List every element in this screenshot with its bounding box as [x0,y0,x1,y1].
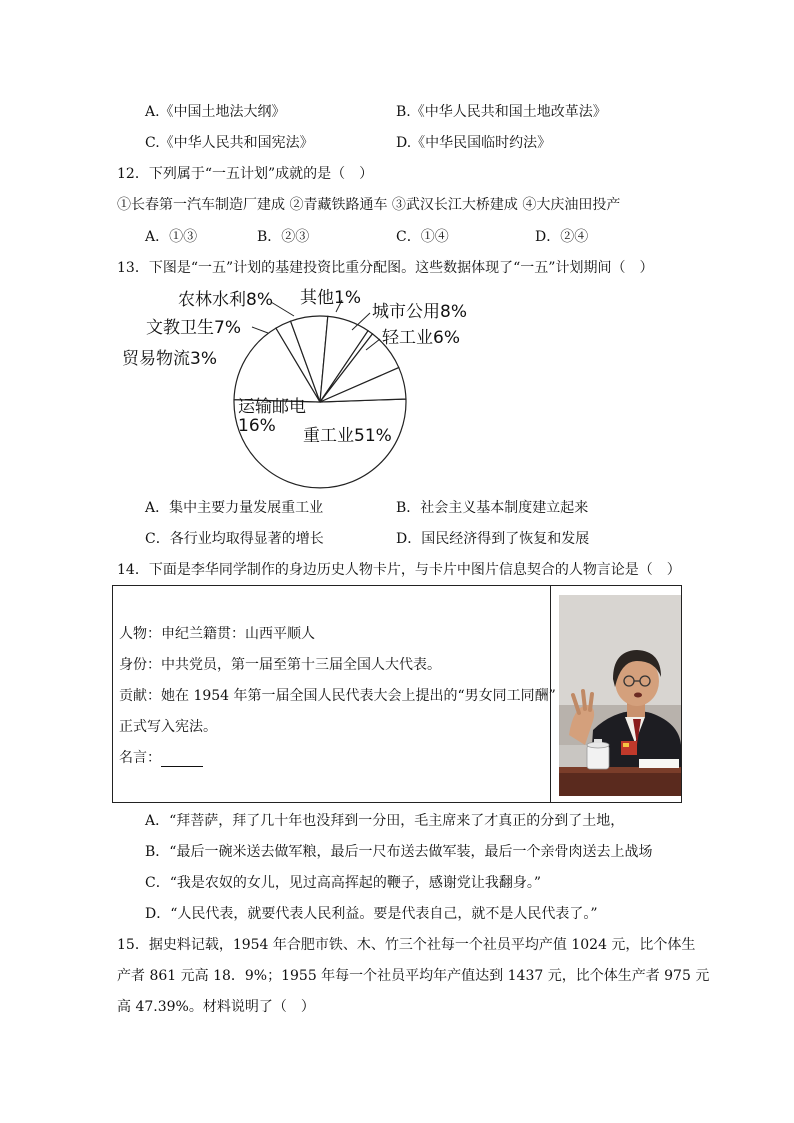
label-light: 轻工业6% [382,328,460,348]
q14-stem: 14．下面是李华同学制作的身边历史人物卡片，与卡片中图片信息契合的人物言论是（ ） [117,562,681,578]
q14-option-b: B．“最后一碗米送去做军粮，最后一尺布送去做军装，最后一个亲骨肉送去上战场 [145,844,653,860]
q13-stem: 13．下图是“一五”计划的基建投资比重分配图。这些数据体现了“一五”计划期间（ ） [117,260,654,276]
label-urban: 城市公用8% [372,302,467,322]
q15-line2: 产者 861 元高 18．9%；1955 年每一个社员平均年产值达到 1437 元，比个体生产者 975 元 [117,968,710,984]
label-heavy: 重工业51% [303,426,392,446]
label-trade: 贸易物流3% [122,349,217,369]
q11-option-a: A.《中国土地法大纲》 [145,104,286,120]
q11-option-c: C.《中华人民共和国宪法》 [145,135,314,151]
q12-items: ①长春第一汽车制造厂建成 ②青藏铁路通车 ③武汉长江大桥建成 ④大庆油田投产 [117,197,621,213]
speaker-photo [559,595,681,796]
q14-option-a: A．“拜菩萨，拜了几十年也没拜到一分田，毛主席来了才真正的分到了土地， [145,813,625,829]
q14-option-d: D．“人民代表，就要代表人民利益。要是代表自己，就不是人民代表了。” [145,906,598,922]
investment-pie-chart [110,282,490,492]
q12-option-a: A．①③ [145,229,198,245]
card-contribution-line1: 贡献：她在 1954 年第一届全国人民代表大会上提出的“男女同工同酬” [119,688,556,704]
q13-option-a: A．集中主要力量发展重工业 [145,500,324,516]
q14-option-c: C．“我是农奴的女儿，见过高高挥起的鞭子，感谢党让我翻身。” [145,875,542,891]
card-quote-label: 名言： [119,750,161,766]
label-transport-1: 运输邮电 [238,397,306,417]
q12-option-d: D．②④ [535,229,589,245]
card-identity: 身份：中共党员，第一届至第十三届全国人大代表。 [119,657,441,673]
q12-stem: 12．下列属于“一五计划”成就的是（ ） [117,166,374,182]
label-culture: 文教卫生7% [146,318,241,338]
q13-option-b: B．社会主义基本制度建立起来 [396,500,589,516]
q15-line1: 15．据史料记载，1954 年合肥市铁、木、竹三个社每一个社员平均产值 1024 元，比个体生 [117,937,696,953]
q11-option-b: B.《中华人民共和国土地改革法》 [396,104,607,120]
label-agri: 农林水利8% [178,290,273,310]
card-quote [119,749,203,767]
q11-option-d: D.《中华民国临时约法》 [396,135,552,151]
q13-option-d: D．国民经济得到了恢复和发展 [396,531,590,547]
card-person: 人物：申纪兰籍贯：山西平顺人 [119,626,315,642]
leader-line-agri [271,302,294,316]
q12-option-b: B．②③ [257,229,310,245]
label-transport-2: 16% [238,416,276,436]
label-other: 其他1% [300,288,361,308]
q12-option-c: C．①④ [396,229,449,245]
leader-line-culture [252,327,268,333]
q13-option-c: C．各行业均取得显著的增长 [145,531,324,547]
answer-blank [161,752,203,767]
q15-line3: 高 47.39%。材料说明了（ ） [117,999,315,1015]
card-contribution-line2: 正式写入宪法。 [119,719,217,735]
